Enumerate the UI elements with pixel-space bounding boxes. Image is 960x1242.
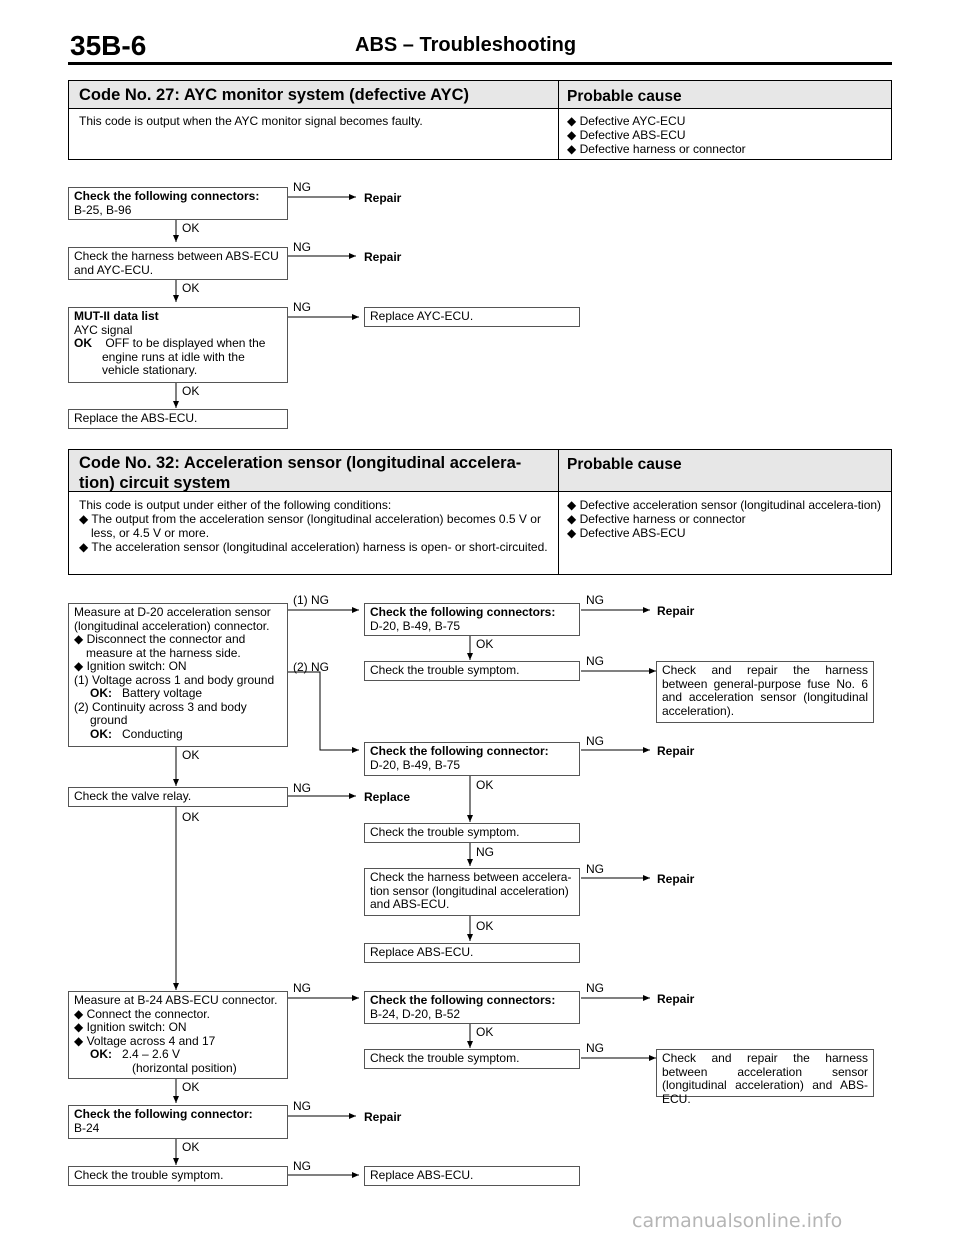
page-title: ABS – Troubleshooting <box>355 34 577 56</box>
ok-label: OK <box>182 810 200 824</box>
ng-label: NG <box>293 240 311 254</box>
cause-item: ◆ Defective harness or connector <box>567 142 746 156</box>
ng-label: NG <box>586 862 604 876</box>
ng-label: NG <box>476 845 494 859</box>
ok-label: OK <box>476 919 494 933</box>
code32-description: This code is output under either of the following conditions: ◆ The output from the acceleration sensor (longitudinal acceleration) becomes 0.5 V or less, or 4.5 V or more. ◆ The acceleration sensor (longitudinal acceleration) harness is open- or short-circuited. <box>79 498 548 554</box>
ok-label: OK <box>476 637 494 651</box>
cause-item: ◆ Defective acceleration sensor (longitudinal accelera-tion) <box>567 498 882 512</box>
repair-label: Repair <box>657 872 695 886</box>
cause-item: ◆ Defective ABS-ECU <box>567 526 686 540</box>
ok-label: OK <box>182 221 200 235</box>
repair-label: Repair <box>657 744 695 758</box>
ng-label: NG <box>586 981 604 995</box>
ng-label: NG <box>293 981 311 995</box>
ok-label: OK <box>182 384 200 398</box>
check-connectors-b25-box: Check the following connectors: B-25, B-96 <box>68 187 288 220</box>
repair-label: Repair <box>364 250 402 264</box>
cause-item: ◆ Defective ABS-ECU <box>567 128 686 142</box>
ng1-label: (1) NG <box>293 593 329 607</box>
check-harness-abs-ayc-box: Check the harness between ABS-ECU and AYC-ECU. <box>68 247 288 280</box>
code32-title: Code No. 32: Acceleration sensor (longitudinal accelera-tion) circuit system <box>79 454 522 492</box>
check-trouble-symptom-box: Check the trouble symptom. <box>364 661 580 681</box>
ng-label: NG <box>293 1159 311 1173</box>
condition-item: ◆ The acceleration sensor (longitudinal acceleration) harness is open- or short-circuited. <box>79 540 548 554</box>
cause-item: ◆ Defective harness or connector <box>567 512 746 526</box>
ng-label: NG <box>586 593 604 607</box>
ok-label: OK <box>182 1080 200 1094</box>
ok-label: OK <box>476 1025 494 1039</box>
replace-abs-ecu-box: Replace ABS-ECU. <box>364 943 580 963</box>
replace-label: Replace <box>364 790 411 804</box>
check-valve-relay-box: Check the valve relay. <box>68 787 288 807</box>
replace-abs-ecu-box: Replace the ABS-ECU. <box>68 409 288 429</box>
ng-label: NG <box>293 300 311 314</box>
check-connectors-d20-box: Check the following connectors: D-20, B-49, B-75 <box>364 603 580 636</box>
code27-probable-cause-label: Probable cause <box>567 88 682 105</box>
condition-item: ◆ The output from the acceleration sensor (longitudinal acceleration) becomes 0.5 V or less, or 4.5 V or more. <box>79 512 541 540</box>
repair-label: Repair <box>364 191 402 205</box>
check-connectors-b24-box: Check the following connectors: B-24, D-20, B-52 <box>364 991 580 1024</box>
ng-label: NG <box>586 654 604 668</box>
ok-label: OK <box>182 281 200 295</box>
code27-description: This code is output when the AYC monitor signal becomes faulty. <box>79 114 423 128</box>
ng-label: NG <box>293 781 311 795</box>
mut-data-list-box: MUT-II data list AYC signal OK OFF to be displayed when the engine runs at idle with the vehicle stationary. <box>68 307 288 383</box>
ng2-label: (2) NG <box>293 660 329 674</box>
check-connector-d20-box: Check the following connector: D-20, B-49, B-75 <box>364 742 580 776</box>
ok-label: OK <box>476 778 494 792</box>
repair-label: Repair <box>657 992 695 1006</box>
ok-label: OK <box>182 1140 200 1154</box>
code32-probable-cause-label: Probable cause <box>567 456 682 473</box>
measure-d20-box: Measure at D-20 acceleration sensor (longitudinal acceleration) connector. ◆ Disconnect the connector and measure at the harness side. ◆ Ignition switch: ON (1) Voltage across 1 and body ground OK: Battery voltage (2) Continuity across 3 and body ground OK: Conducting <box>68 603 288 747</box>
check-harness-sensor-abs-box: Check the harness between accelera-tion sensor (longitudinal acceleration) and ABS-ECU. <box>364 868 580 916</box>
cause-item: ◆ Defective AYC-ECU <box>567 114 686 128</box>
check-trouble-symptom-box: Check the trouble symptom. <box>364 1049 580 1069</box>
ng-label: NG <box>586 734 604 748</box>
ng-label: NG <box>293 1099 311 1113</box>
check-connector-b24-box: Check the following connector: B-24 <box>68 1105 288 1139</box>
replace-ayc-ecu-box: Replace AYC-ECU. <box>364 307 580 327</box>
page-code: 35B-6 <box>70 30 147 61</box>
repair-label: Repair <box>657 604 695 618</box>
ng-label: NG <box>586 1041 604 1055</box>
check-trouble-symptom-box: Check the trouble symptom. <box>68 1166 288 1186</box>
footer-watermark: carmanualsonline.info <box>632 1210 843 1232</box>
repair-harness-fuse-box: Check and repair the harness between general-purpose fuse No. 6 and acceleration sensor (longitudinal acceleration). <box>656 661 874 723</box>
code27-title: Code No. 27: AYC monitor system (defective AYC) <box>79 86 469 104</box>
repair-harness-sensor-abs-box: Check and repair the harness between acceleration sensor (longitudinal acceleration) and ABS-ECU. <box>656 1049 874 1097</box>
ng-label: NG <box>293 180 311 194</box>
repair-label: Repair <box>364 1110 402 1124</box>
measure-b24-box: Measure at B-24 ABS-ECU connector. ◆ Connect the connector. ◆ Ignition switch: ON ◆ Voltage across 4 and 17 OK: 2.4 – 2.6 V (horizontal position) <box>68 991 288 1079</box>
ok-label: OK <box>182 748 200 762</box>
check-trouble-symptom-box: Check the trouble symptom. <box>364 823 580 843</box>
replace-abs-ecu-box: Replace ABS-ECU. <box>364 1166 580 1186</box>
